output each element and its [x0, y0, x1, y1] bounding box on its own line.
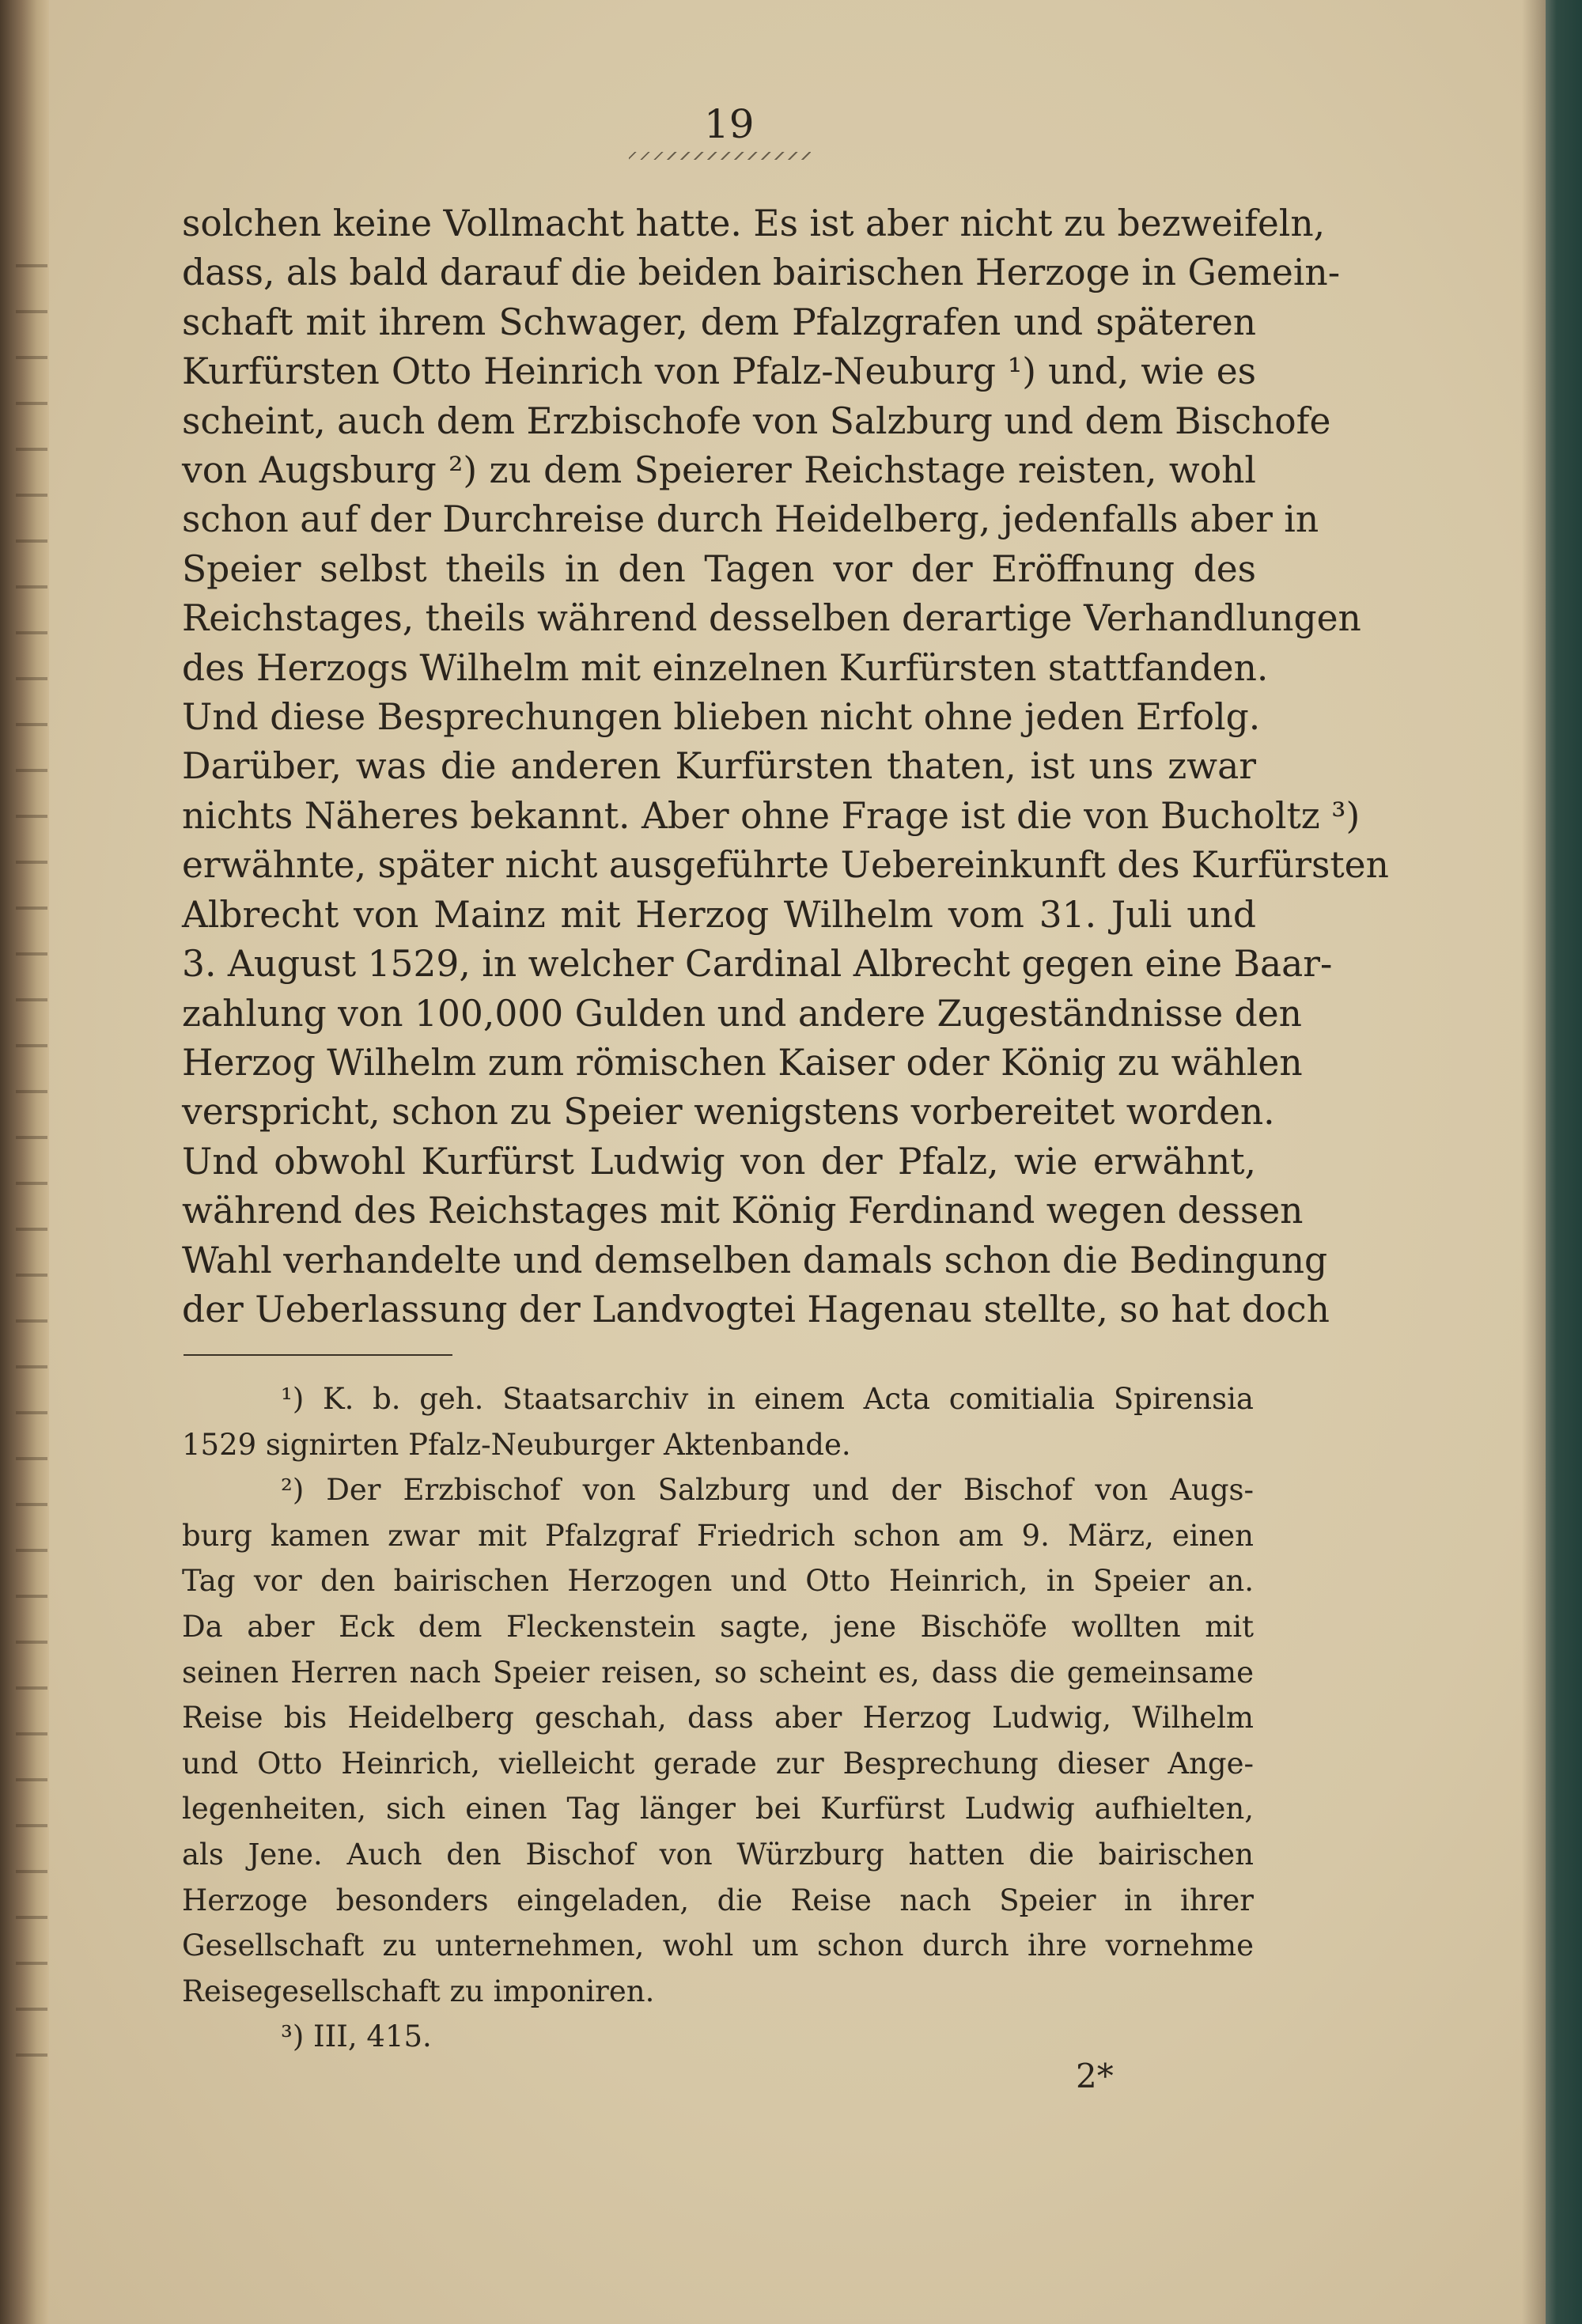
footnote-line: und Otto Heinrich, vielleicht gerade zur Besprechung dieser Ange- [182, 1746, 1254, 1781]
page-number-text: 19 [704, 101, 755, 147]
body-line: Kurfürsten Otto Heinrich von Pfalz-Neuburg ¹) und, wie es [182, 350, 1256, 393]
body-line: nichts Näheres bekannt. Aber ohne Frage ist die von Bucholtz ³) [182, 794, 1361, 837]
footnote-line: ²) Der Erzbischof von Salzburg und der Bischof von Augs- [281, 1473, 1254, 1508]
footnote-line: Gesellschaft zu unternehmen, wohl um schon durch ihre vornehme [182, 1928, 1254, 1963]
body-line: verspricht, schon zu Speier wenigstens vorbereitet worden. [182, 1091, 1275, 1134]
body-line: 3. August 1529, in welcher Cardinal Albrecht gegen eine Baar- [182, 943, 1333, 986]
footnote-line: Reisegesellschaft zu imponiren. [182, 1974, 655, 2008]
body-line: Albrecht von Mainz mit Herzog Wilhelm vom 31. Juli und [182, 893, 1256, 936]
body-line: erwähnte, später nicht ausgeführte Uebereinkunft des Kurfürsten [182, 844, 1389, 887]
footnote-line: burg kamen zwar mit Pfalzgraf Friedrich schon am 9. März, einen [182, 1518, 1254, 1553]
footnote-separator [184, 1354, 452, 1356]
body-line: Und obwohl Kurfürst Ludwig von der Pfalz, wie erwähnt, [182, 1140, 1256, 1183]
footnote-1 [182, 1376, 1254, 1467]
body-text [182, 199, 1389, 1334]
body-line: zahlung von 100,000 Gulden und andere Zugeständnisse den [182, 992, 1302, 1035]
body-line: während des Reichstages mit König Ferdinand wegen dessen [182, 1190, 1304, 1232]
body-line: solchen keine Vollmacht hatte. Es ist aber nicht zu bezweifeln, [182, 202, 1326, 244]
footnote-2 [182, 1467, 1254, 2014]
footnote-line: ³) III, 415. [281, 2019, 432, 2054]
page-shadow [1522, 0, 1546, 2324]
footnote-line: Herzoge besonders eingeladen, die Reise nach Speier in ihrer [182, 1883, 1254, 1917]
footnote-line: 1529 signirten Pfalz-Neuburger Aktenbande. [182, 1427, 851, 1462]
body-line: Darüber, was die anderen Kurfürsten thaten, ist uns zwar [182, 745, 1256, 788]
signature-mark: 2* [1076, 2057, 1114, 2095]
bleed-through-gutter [16, 237, 47, 2057]
body-line: von Augsburg ²) zu dem Speierer Reichstage reisten, wohl [182, 449, 1256, 492]
header-ornament [629, 152, 811, 160]
footnotes [182, 1376, 1254, 2060]
body-line: des Herzogs Wilhelm mit einzelnen Kurfürsten stattfanden. [182, 646, 1269, 689]
body-line: scheint, auch dem Erzbischofe von Salzburg und dem Bischofe [182, 399, 1331, 442]
footnote-3 [182, 2014, 1254, 2060]
body-line: Herzog Wilhelm zum römischen Kaiser oder König zu wählen [182, 1041, 1303, 1084]
footnote-line: als Jene. Auch den Bischof von Würzburg hatten die bairischen [182, 1837, 1254, 1872]
body-line: Und diese Besprechungen blieben nicht ohne jeden Erfolg. [182, 696, 1261, 739]
footnote-line: legenheiten, sich einen Tag länger bei Kurfürst Ludwig aufhielten, [182, 1792, 1254, 1826]
footnote-line: Da aber Eck dem Fleckenstein sagte, jene Bischöfe wollten mit [182, 1609, 1254, 1644]
footnote-line: ¹) K. b. geh. Staatsarchiv in einem Acta comitialia Spirensia [281, 1382, 1254, 1416]
book-cover-edge [1546, 0, 1582, 2324]
body-line: Reichstages, theils während desselben derartige Verhandlungen [182, 597, 1361, 640]
body-line: dass, als bald darauf die beiden bairischen Herzoge in Gemein- [182, 252, 1341, 294]
footnote-line: Reise bis Heidelberg geschah, dass aber Herzog Ludwig, Wilhelm [182, 1701, 1254, 1735]
body-line: Speier selbst theils in den Tagen vor der Eröffnung des [182, 547, 1256, 590]
body-line: schon auf der Durchreise durch Heidelberg, jedenfalls aber in [182, 498, 1319, 541]
footnote-line: Tag vor den bairischen Herzogen und Otto Heinrich, in Speier an. [182, 1564, 1254, 1599]
body-line: der Ueberlassung der Landvogtei Hagenau stellte, so hat doch [182, 1288, 1330, 1330]
body-line: schaft mit ihrem Schwager, dem Pfalzgrafen und späteren [182, 301, 1256, 343]
body-line: Wahl verhandelte und demselben damals schon die Bedingung [182, 1239, 1328, 1281]
footnote-line: seinen Herren nach Speier reisen, so scheint es, dass die gemeinsame [182, 1655, 1254, 1690]
